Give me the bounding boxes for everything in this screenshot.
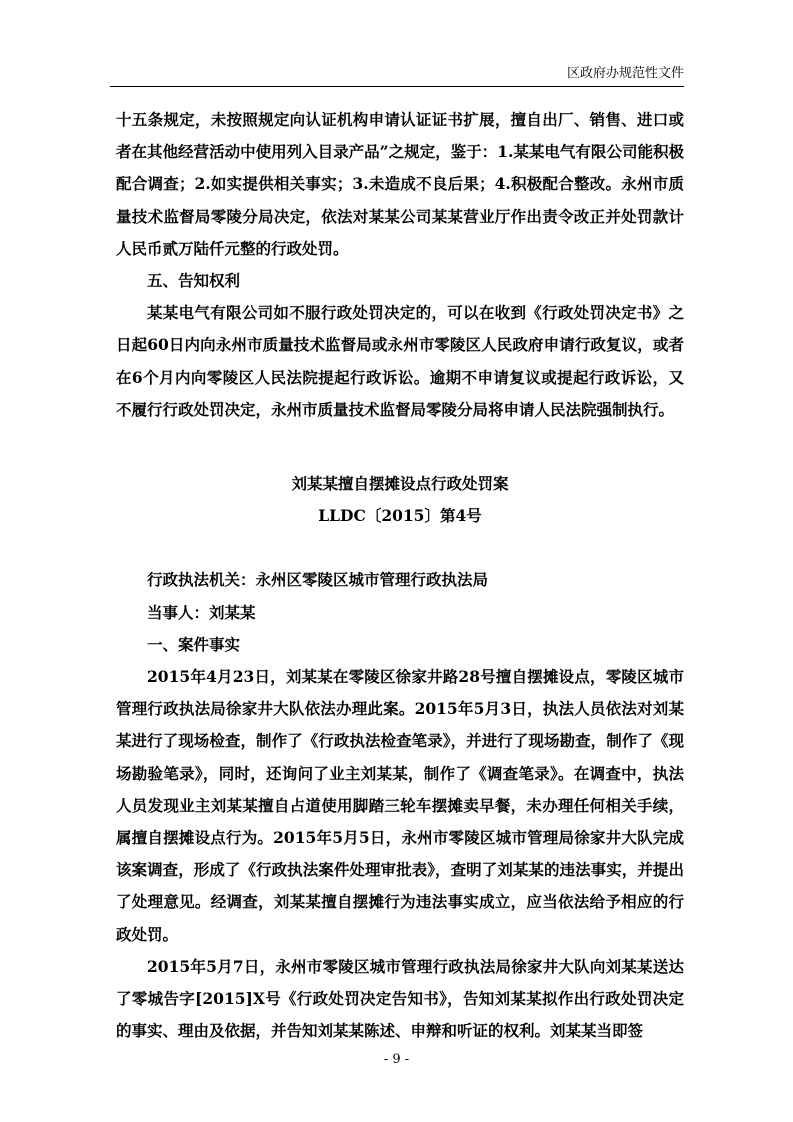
- spacer: [116, 532, 684, 564]
- case-agency: 行政执法机关：永州区零陵区城市管理行政执法局: [147, 570, 489, 590]
- paragraph-notice-rights: 某某电气有限公司如不服行政处罚决定的，可以在收到《行政处罚决定书》之日起60日内向永州市质量技术监督局或永州市零陵区人民政府申请行政复议，或者在6个月内向零陵区人民法院提起行政诉讼。逾期不申请复议或提起行政诉讼，又不履行行政处罚决定，永州市质量技术监督局零陵分局将申请人民法院强制执行。: [116, 303, 684, 419]
- case-party: 当事人：刘某某: [147, 602, 256, 622]
- case-facts-heading: 一、案件事实: [147, 634, 241, 654]
- case-facts-paragraph-1: 2015年4月23日，刘某某在零陵区徐家井路28号擅自摆摊设点，零陵区城市管理行政执法局徐家井大队依法办理此案。2015年5月3日，执法人员依法对刘某某进行了现场检查，制作了《行政执法检查笔录》，并进行了现场勘查，制作了《现场勘验笔录》，同时，还询问了业主刘某某，制作了《调查笔录》。在调查中，执法人员发现业主刘某某擅自占道使用脚踏三轮车摆摊卖早餐，未办理任何相关手续，属擅自摆摊设点行为。2015年5月5日，永州市零陵区城市管理局徐家井大队完成该案调查，形成了《行政执法案件处理审批表》，查明了刘某某的违法事实，并提出了处理意见。经调查，刘某某擅自摆摊行为违法事实成立，应当依法给予相应的行政处罚。: [116, 667, 684, 944]
- section-continuation: [116, 104, 684, 426]
- case-section: [116, 468, 684, 1047]
- page-number: - 9 -: [383, 1052, 410, 1067]
- heading-notice-rights: 五、告知权利: [147, 271, 241, 291]
- case-facts-paragraph-2: 2015年5月7日，永州市零陵区城市管理行政执法局徐家井大队向刘某某送达了零城告字[2015]X号《行政处罚决定告知书》，告知刘某某拟作出行政处罚决定的事实、理由及依据，并告知刘某某陈述、申辩和听证的权利。刘某某当即签: [116, 956, 684, 1041]
- case-title: 刘某某擅自摆摊设点行政处罚案: [291, 474, 509, 493]
- page-header: [110, 52, 684, 87]
- paragraph-penalty-decision: 十五条规定，未按照规定向认证机构申请认证证书扩展，擅自出厂、销售、进口或者在其他经营活动中使用列入目录产品”之规定，鉴于：1.某某电气有限公司能积极配合调查；2.如实提供相关事实；3.未造成不良后果；4.积极配合整改。永州市质量技术监督局零陵分局决定，依法对某某公司某某营业厅作出责令改正并处罚款计人民币贰万陆仟元整的行政处罚。: [116, 110, 684, 258]
- header-text: 区政府办规范性文件: [566, 66, 684, 81]
- case-number: LLDC〔2015〕第4号: [318, 506, 482, 526]
